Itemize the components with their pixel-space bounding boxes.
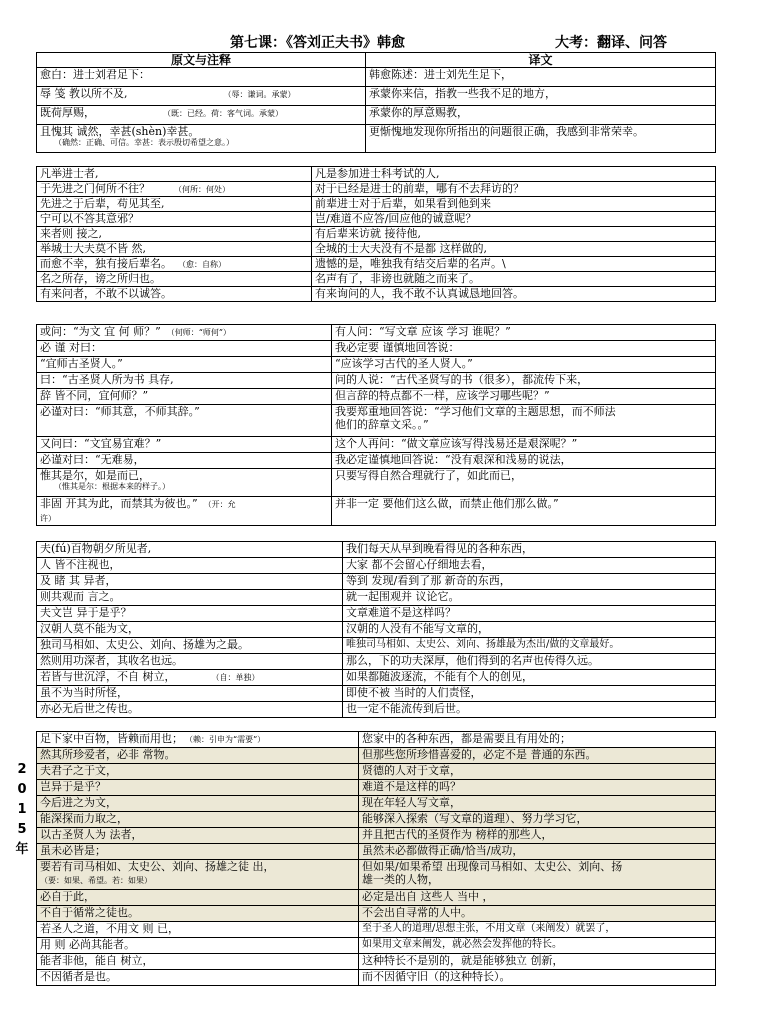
original-text: 必自于此， [37, 890, 359, 906]
original-text: 惟其是尔，如是而已， （惟其是尔：根据本来的样子。） [37, 469, 332, 497]
table-row [37, 182, 716, 197]
translation-text: 不会出自寻常的人中。 [359, 906, 716, 922]
table-row [37, 686, 716, 702]
original-text: 且愧其 诚然，幸甚(shèn)幸甚。 （确然：正确、可信。幸甚：表示殷切希望之意。） [37, 125, 366, 153]
original-text: 先进之于后辈，苟见其至, [37, 197, 312, 212]
original-text: 有来问者，不敢不以诚答。 [37, 287, 312, 302]
translation-text: 虽然未必都做得正确/恰当/成功， [359, 844, 716, 860]
translation-text: 您家中的各种东西，都是需要且有用处的； [359, 732, 716, 748]
translation-text: 就一起围观并 议论它。 [343, 590, 716, 606]
annotation: （开：允 [203, 500, 236, 509]
translation-text: 汉朝的人没有不能写文章的， [343, 622, 716, 638]
table-row [37, 922, 716, 938]
table-row [37, 542, 716, 558]
table-row [37, 558, 716, 574]
table-row [37, 341, 716, 357]
translation-text: 我必定要 谨慎地回答说： [332, 341, 716, 357]
translation-text: 能够深入探索（写文章的道理）、努力学习它， [359, 812, 716, 828]
translation-text: 并且把古代的圣贤作为 榜样的那些人， [359, 828, 716, 844]
original-text: 夫君子之于文， [37, 764, 359, 780]
translation-header: 译文 [366, 53, 716, 68]
translation-text: 有人问：“写文章 应该 学习 谁呢？” [332, 325, 716, 341]
original-text: 凡举进士者, [37, 167, 312, 182]
passage-table-3 [36, 324, 716, 526]
original-text: 若皆与世沉浮，不自 树立， （自：单独） [37, 670, 343, 686]
table-row [37, 469, 716, 497]
original-text: 既荷厚赐， （既：已经。荷：客气词。承蒙） [37, 106, 366, 125]
original-text: 岂异于是乎？ [37, 780, 359, 796]
table-row [37, 890, 716, 906]
translation-text: 即使不被 当时的人们责怪， [343, 686, 716, 702]
original-text: 夫文岂 异于是乎？ [37, 606, 343, 622]
table-row [37, 497, 716, 526]
translation-text: 我们每天从早到晚看得见的各种东西， [343, 542, 716, 558]
translation-text: 我要郑重地回答说：“学习他们文章的主题思想，而不师法 他们的辞章文采。。” [332, 405, 716, 437]
table-row [37, 780, 716, 796]
translation-text: 那么，下的功夫深厚，他们得到的名声也传得久远。 [343, 654, 716, 670]
table-row [37, 125, 716, 153]
translation-text: 但言辞的特点都不一样，应该学习哪些呢？” [332, 389, 716, 405]
annotation: （确然：正确、可信。幸甚：表示殷切希望之意。） [54, 138, 234, 147]
table-row [37, 325, 716, 341]
translation-text: 至于圣人的道理/思想主张，不用文章（来阐发）就罢了， [359, 922, 716, 938]
original-text: 以古圣贤人为 法者， [37, 828, 359, 844]
original-text: 人 皆不注视也， [37, 558, 343, 574]
annotation: （辱：谦词。承蒙） [223, 90, 296, 99]
translation-text: 现在年轻人写文章， [359, 796, 716, 812]
translation-text: 文章难道不是这样吗？ [343, 606, 716, 622]
annotation: （既：已经。荷：客气词。承蒙） [167, 109, 283, 118]
table-row [37, 453, 716, 469]
table-row [37, 606, 716, 622]
translation-text: 承蒙你的厚意赐教， [366, 106, 716, 125]
translation-text: 唯独司马相如、太史公、刘向、扬雄最为杰出/做的文章最好。 [343, 638, 716, 654]
table-row [37, 167, 716, 182]
table-row [37, 844, 716, 860]
original-text: 虽未必皆是； [37, 844, 359, 860]
page-header [0, 30, 768, 52]
original-text: 汉朝人莫不能为文， [37, 622, 343, 638]
original-text: 则共观而 言之。 [37, 590, 343, 606]
table-row [37, 860, 716, 890]
table-row [37, 574, 716, 590]
translation-text: 问的人说：“古代圣贤写的书（很多），都流传下来， [332, 373, 716, 389]
original-text: “宜师古圣贤人。” [37, 357, 332, 373]
table-row [37, 732, 716, 748]
passage-table-4 [36, 541, 716, 718]
original-text: 必 谨 对曰： [37, 341, 332, 357]
year-side-label: 2 0 1 5 年 [15, 762, 29, 857]
translation-text: 岂/难道不应答/回应他的诚意呢？ [312, 212, 716, 227]
original-text: 名之所存，谤之所归也。 [37, 272, 312, 287]
original-text: 举城士大夫莫不皆 然, [37, 242, 312, 257]
lesson-title: 第七课：《答刘正夫书》韩愈 [230, 35, 405, 51]
table-row [37, 748, 716, 764]
original-text: 亦必无后世之传也。 [37, 702, 343, 718]
original-header: 原文与注释 [37, 53, 366, 68]
original-text: 不自于循常之徒也。 [37, 906, 359, 922]
table-row [37, 287, 716, 302]
translation-text: 贤德的人对于文章， [359, 764, 716, 780]
table-row [37, 670, 716, 686]
translation-text: 但那些您所珍惜喜爱的，必定不是 普通的东西。 [359, 748, 716, 764]
table-row [37, 242, 716, 257]
original-text: 于先进之门何所不往？ （何所：何处） [37, 182, 312, 197]
table-row [37, 272, 716, 287]
original-text: 用 则 必尚其能者。 [37, 938, 359, 954]
table-row [37, 373, 716, 389]
table-row [37, 638, 716, 654]
translation-text: 有来询问的人，我不敢不认真诚恳地回答。 [312, 287, 716, 302]
original-text: 要若有司马相如、太史公、刘向、扬雄之徒 出， （要：如果、希望。若：如果） [37, 860, 359, 890]
original-text: 曰：“古圣贤人所为书 具存, [37, 373, 332, 389]
table-row [37, 405, 716, 437]
original-text: 足下家中百物，皆赖而用也； （赖：引申为“需要”） [37, 732, 359, 748]
annotation: （惟其是尔：根据本来的样子。） [54, 482, 170, 491]
table-row [37, 87, 716, 106]
annotation: （何所：何处） [174, 185, 230, 194]
table-row [37, 257, 716, 272]
translation-text: 韩愈陈述：进士刘先生足下， [366, 68, 716, 87]
original-text: 虽不为当时所怪， [37, 686, 343, 702]
original-text: 及 睹 其 异者， [37, 574, 343, 590]
translation-text: 我必定谨慎地回答说：“没有艰深和浅易的说法， [332, 453, 716, 469]
original-text: 愈白：进士刘君足下： [37, 68, 366, 87]
original-text: 能深探而力取之， [37, 812, 359, 828]
intro-table [36, 52, 716, 153]
original-text: 然其所珍爱者，必非 常物。 [37, 748, 359, 764]
translation-text: 只要写得自然合理就行了，如此而已， [332, 469, 716, 497]
table-row [37, 812, 716, 828]
annotation: （要：如果、希望。若：如果） [40, 876, 152, 885]
translation-text: 遗憾的是，唯独我有结交后辈的名声。\ [312, 257, 716, 272]
table-row [37, 828, 716, 844]
exam-info: 大考：翻译、问答 [555, 35, 667, 51]
original-text: 独司马相如、太史公、刘向、扬雄为之最。 [37, 638, 343, 654]
translation-text: 这种特长不是别的，就是能够独立 创新， [359, 954, 716, 970]
translation-text: 并非一定 要他们这么做，而禁止他们那么做。” [332, 497, 716, 526]
original-text: 必谨对曰：“无难易， [37, 453, 332, 469]
table-row [37, 906, 716, 922]
table-row [37, 590, 716, 606]
original-text: 若圣人之道，不用文 则 已， [37, 922, 359, 938]
table-row [37, 954, 716, 970]
translation-text: 但如果/如果希望 出现像司马相如、太史公、刘向、扬 雄一类的人物， [359, 860, 716, 890]
translation-text: 大家 都不会留心仔细地去看， [343, 558, 716, 574]
translation-text: 必定是出自 这些人 当中 ， [359, 890, 716, 906]
original-text: 能者非他，能自 树立， [37, 954, 359, 970]
translation-text: “应该学习古代的圣人贤人。” [332, 357, 716, 373]
table-row [37, 796, 716, 812]
table-row [37, 654, 716, 670]
original-text: 然则用功深者，其收名也远。 [37, 654, 343, 670]
table-row [37, 389, 716, 405]
translation-text: 而不因循守旧（的这种特长）。 [359, 970, 716, 986]
original-text: 辞 皆不同，宜何师？” [37, 389, 332, 405]
table-row [37, 702, 716, 718]
original-text: 或问：“为文 宜 何 师？” （何师：“师何”） [37, 325, 332, 341]
passage-table-5 [36, 731, 716, 986]
translation-text: 全城的士大夫没有不是都 这样做的, [312, 242, 716, 257]
translation-text: 如果用文章来阐发，就必然会发挥他的特长。 [359, 938, 716, 954]
translation-text: 如果都随波逐流，不能有个人的创见， [343, 670, 716, 686]
translation-text: 也一定不能流传到后世。 [343, 702, 716, 718]
table-row [37, 106, 716, 125]
table-row [37, 357, 716, 373]
table-row [37, 622, 716, 638]
table-row [37, 227, 716, 242]
annotation: （愈：自称） [182, 260, 226, 269]
translation-text: 等到 发现/看到了那 新奇的东西， [343, 574, 716, 590]
annotation: 许） [40, 514, 56, 523]
translation-text: 前辈进士对于后辈，如果看到他到来 [312, 197, 716, 212]
original-text: 夫(fú)百物朝夕所见者, [37, 542, 343, 558]
translation-text: 名声有了，非谤也就随之而来了。 [312, 272, 716, 287]
translation-text: 更惭愧地发现你所指出的问题很正确，我感到非常荣幸。 [366, 125, 716, 153]
original-text: 而愈不幸，独有接后辈名。 （愈：自称） [37, 257, 312, 272]
annotation: （自：单独） [215, 673, 260, 682]
passage-table-2 [36, 166, 716, 302]
annotation: （赖：引申为“需要”） [189, 735, 266, 744]
table-row [37, 437, 716, 453]
table-row [37, 764, 716, 780]
table-row [37, 938, 716, 954]
table-row [37, 970, 716, 986]
translation-text: 承蒙你来信，指教一些我不足的地方， [366, 87, 716, 106]
table-row [37, 212, 716, 227]
original-text: 来者则 接之, [37, 227, 312, 242]
original-text: 不因循者是也。 [37, 970, 359, 986]
table-row [37, 68, 716, 87]
original-text: 又问曰：“文宜易宜难？” [37, 437, 332, 453]
original-text: 必谨对曰：“师其意，不师其辞。” [37, 405, 332, 437]
translation-text: 有后辈来访就 接待他, [312, 227, 716, 242]
translation-text: 这个人再问：“做文章应该写得浅易还是艰深呢？” [332, 437, 716, 453]
original-text: 辱 笺 教以所不及, （辱：谦词。承蒙） [37, 87, 366, 106]
original-text: 今后进之为文， [37, 796, 359, 812]
translation-text: 凡是参加进士科考试的人, [312, 167, 716, 182]
translation-text: 对于已经是进士的前辈，哪有不去拜访的？ [312, 182, 716, 197]
original-text: 宁可以不答其意邪？ [37, 212, 312, 227]
table-row [37, 197, 716, 212]
original-text: 非固 开其为此，而禁其为彼也。” （开：允 许） [37, 497, 332, 526]
annotation: （何师：“师何”） [166, 328, 231, 337]
translation-text: 难道不是这样的吗？ [359, 780, 716, 796]
